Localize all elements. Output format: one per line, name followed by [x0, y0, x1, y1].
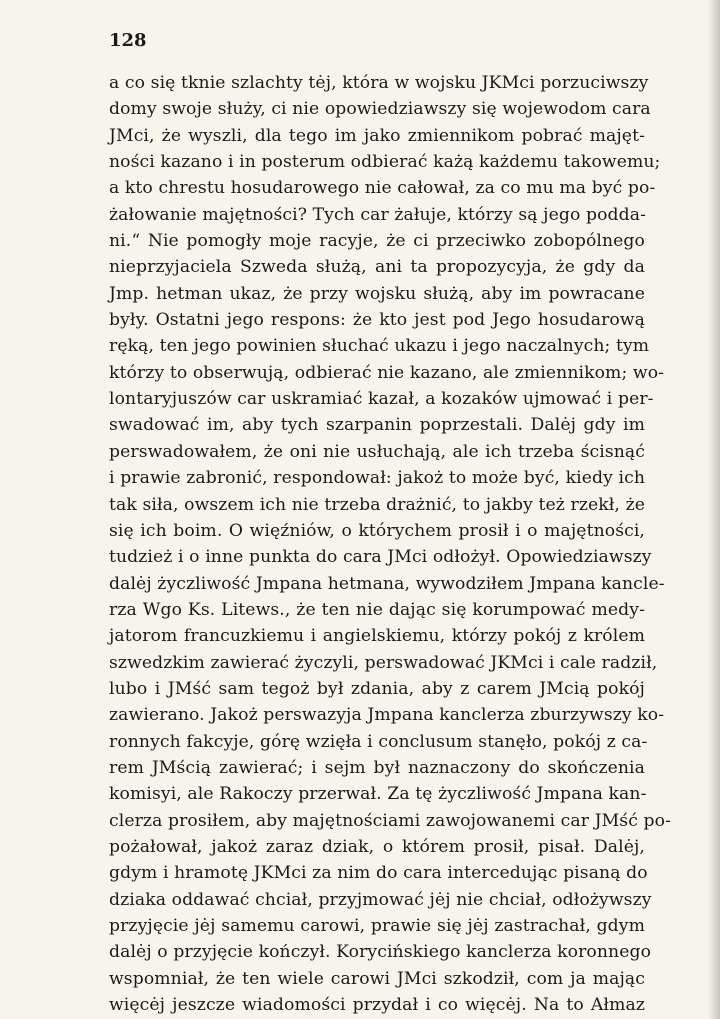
text-line: swadować im, aby tych szarpanin poprzestali. Dalėj gdy im: [109, 415, 645, 436]
text-line: dalėj życzliwość Jmpana hetmana, wywodziłem Jmpana kancle-: [109, 573, 665, 594]
text-line: a kto chrestu hosudarowego nie całował, za co mu ma być po-: [109, 178, 656, 199]
text-line: ności kazano i in posterum odbierać każą każdemu takowemu;: [109, 152, 661, 173]
text-line: więcėj jeszcze wiadomości przydał i co więcėj. Na to Ałmaz: [109, 995, 645, 1016]
text-line: perswadowałem, że oni nie usłuchają, ale ich trzeba ścisnąć: [109, 441, 645, 462]
text-line: gdym i hramotę JKMci za nim do cara intercedując pisaną do: [109, 863, 648, 884]
text-line: Jmp. hetman ukaz, że przy wojsku służą, aby im powracane: [109, 283, 645, 304]
text-line: tak siła, owszem ich nie trzeba drażnić, to jakby też rzekł, że: [109, 494, 645, 515]
text-line: a co się tknie szlachty tėj, która w wojsku JKMci porzuciwszy: [109, 73, 649, 93]
text-line: zawierano. Jakoż perswazyja Jmpana kanclerza zburzywszy ko-: [109, 705, 665, 726]
page-number: 128: [109, 30, 147, 51]
text-line: ni.“ Nie pomogły moje racyje, że ci przeciwko zobopólnego: [109, 231, 645, 252]
text-line: były. Ostatni jego respons: że kto jest pod Jego hosudarową: [109, 310, 645, 331]
text-line: się ich boim. O więźniów, o którychem prosił i o majętności,: [109, 520, 645, 541]
text-line: ronnych fakcyje, górę wzięła i conclusum stanęło, pokój z ca-: [109, 731, 648, 752]
text-line: pożałował, jakoż zaraz dziak, o którem prosił, pisał. Dalėj,: [109, 836, 645, 857]
text-line: dalėj o przyjęcie kończył. Korycińskiego kanclerza koronnego: [109, 942, 652, 963]
text-line: przyjęcie jėj samemu carowi, prawie się jėj zastrachał, gdym: [109, 916, 645, 936]
text-line: clerza prosiłem, aby majętnościami zawojowanemi car JMść po-: [109, 810, 671, 831]
page-edge-shadow: [708, 0, 720, 1019]
text-line: jatorom francuzkiemu i angielskiemu, którzy pokój z królem: [109, 626, 645, 647]
text-line: lontaryjuszów car uskramiać kazał, a kozaków ujmować i per-: [109, 389, 654, 410]
text-line: rem JMścią zawierać; i sejm był naznaczony do skończenia: [109, 757, 645, 778]
text-line: którzy to obserwują, odbierać nie kazano, ale zmiennikom; wo-: [109, 362, 665, 383]
text-line: domy swoje służy, ci nie opowiedziawszy się wojewodom cara: [109, 99, 651, 120]
text-line: nieprzyjaciela Szweda służą, ani ta propozycyja, że gdy da: [109, 257, 645, 278]
text-line: JMci, że wyszli, dla tego im jako zmiennikom pobrać majęt-: [109, 125, 645, 146]
text-line: i prawie zabronić, respondował: jakoż to może być, kiedy ich: [109, 468, 645, 489]
text-line: lubo i JMść sam tegoż był zdania, aby z carem JMcią pokój: [109, 678, 645, 699]
text-line: rza Wgo Ks. Litews., że ten nie dając się korumpować medy-: [109, 599, 645, 620]
body-text: [109, 70, 671, 1018]
text-line: żałowanie majętności? Tych car żałuje, którzy są jego podda-: [109, 204, 646, 225]
text-line: dziaka oddawać chciał, przyjmować jėj nie chciał, odłożywszy: [109, 889, 652, 910]
text-line: szwedzkim zawierać życzyli, perswadować JKMci i cale radził,: [109, 652, 658, 673]
text-line: wspomniał, że ten wiele carowi JMci szkodził, com ja mając: [109, 968, 645, 989]
text-line: ręką, ten jego powinien słuchać ukazu i jego naczalnych; tym: [109, 336, 650, 357]
text-line: komisyi, ale Rakoczy przerwał. Za tę życzliwość Jmpana kan-: [109, 784, 647, 805]
text-line: tudzież i o inne punkta do cara JMci odłożył. Opowiedziawszy: [109, 547, 652, 568]
